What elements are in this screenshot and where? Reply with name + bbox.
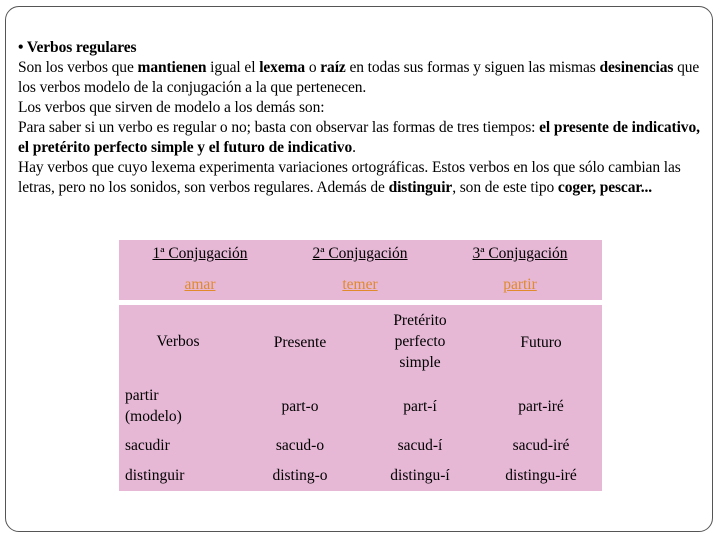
- heading: • Verbos regulares: [18, 39, 137, 56]
- row-3-futuro: distingu-iré: [505, 467, 577, 484]
- header-presente: Presente: [273, 334, 327, 351]
- paragraph-models: Los verbos que sirven de modelo a los demás son:: [18, 99, 325, 116]
- row-2-presente: sacud-o: [275, 437, 325, 454]
- header-futuro: Futuro: [520, 334, 562, 351]
- row-2-preterito: sacud-í: [397, 437, 443, 454]
- row-2-futuro: sacud-iré: [512, 437, 570, 454]
- row-1-presente: part-o: [281, 398, 319, 415]
- row-1-verb: partir (modelo): [125, 387, 182, 425]
- paragraph-definition: Son los verbos que mantienen igual el lexema o raíz en todas sus formas y siguen las mismas desinencias que los verbos modelo de la conjugación a la que pertenecen.: [18, 59, 700, 96]
- intro-text: [18, 38, 706, 198]
- row-1-futuro: part-iré: [518, 398, 564, 415]
- header-preterito: Pretérito perfecto simple: [393, 312, 447, 371]
- row-1-preterito: part-í: [403, 398, 437, 415]
- header-verbos: Verbos: [156, 333, 200, 350]
- row-3-preterito: distingu-í: [390, 467, 450, 484]
- conjugation-1-label: 1ª Conjugación: [152, 245, 248, 262]
- paragraph-orthographic: Hay verbos que cuyo lexema experimenta variaciones ortográficas. Estos verbos en los que sólo cambian las letras, pero no los sonidos, son verbos regulares. Además de distinguir, son de este tipo coger, pescar...: [18, 159, 681, 196]
- conjugation-2-model[interactable]: temer: [342, 276, 378, 293]
- conjugation-1-model[interactable]: amar: [184, 276, 216, 293]
- row-2-verb: sacudir: [125, 437, 170, 454]
- row-3-verb: distinguir: [125, 467, 185, 484]
- conjugation-3-model[interactable]: partir: [503, 276, 537, 293]
- conjugation-3-label: 3ª Conjugación: [472, 245, 568, 262]
- row-3-presente: disting-o: [272, 467, 328, 484]
- paragraph-tenses: Para saber si un verbo es regular o no; basta con observar las formas de tres tiempos: el presente de indicativo, el pretérito perfecto simple y el futuro de indicativo.: [18, 119, 700, 156]
- conjugation-2-label: 2ª Conjugación: [312, 245, 408, 262]
